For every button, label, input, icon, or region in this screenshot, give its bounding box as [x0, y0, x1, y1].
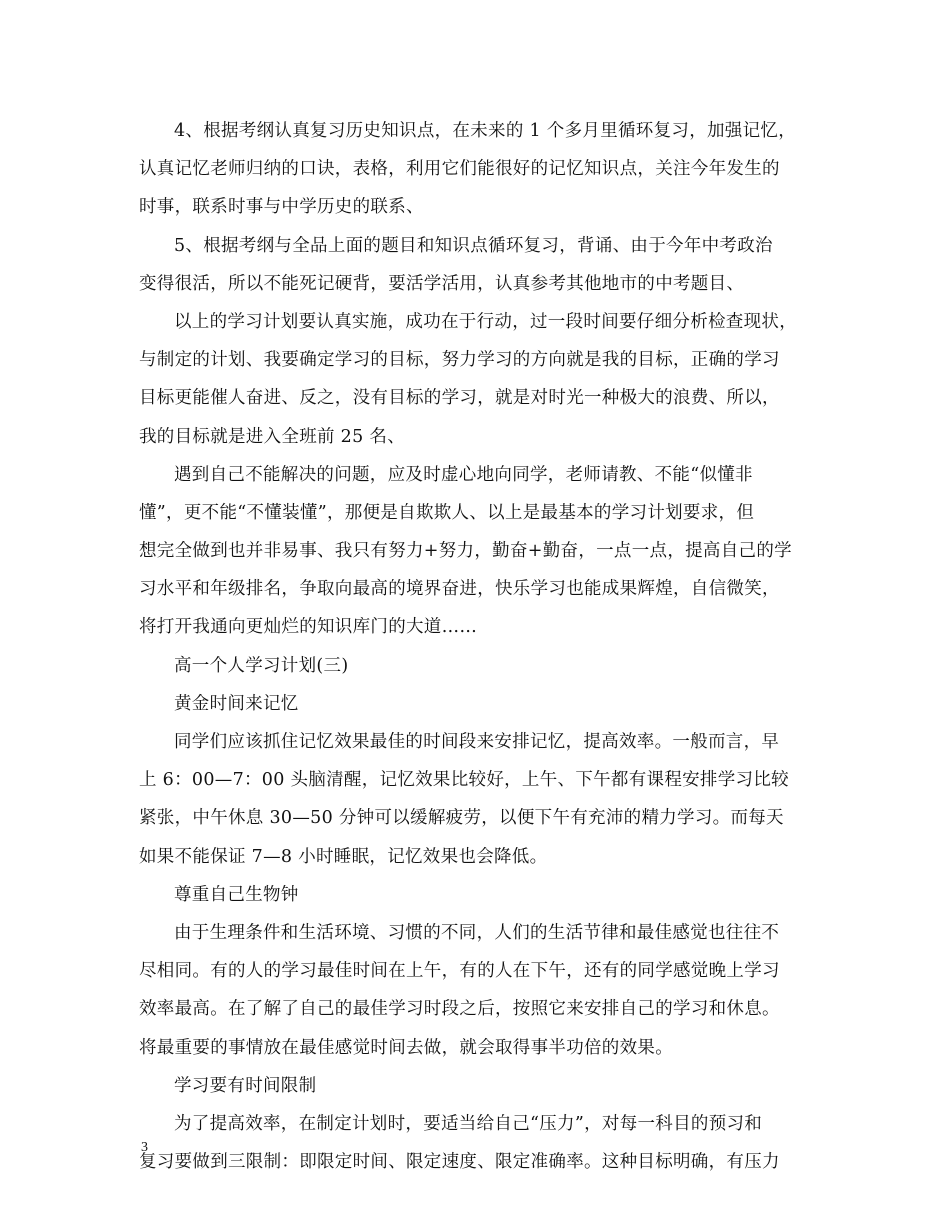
page-number: 3 [141, 1140, 148, 1155]
text-line: 懂”，更不能“不懂装懂”，那便是自欺欺人、以上是最基本的学习计划要求，但 [139, 502, 755, 523]
text-line: 变得很活，所以不能死记硬背，要活学活用，认真参考其他地市的中考题目、 [139, 273, 745, 294]
text-line: 尊重自己生物钟 [174, 884, 299, 905]
text-line: 将最重要的事情放在最佳感觉时间去做，就会取得事半功倍的效果。 [139, 1037, 673, 1058]
text-line: 与制定的计划、我要确定学习的目标，努力学习的方向就是我的目标，正确的学习 [139, 350, 780, 371]
text-line: 5、根据考纲与全品上面的题目和知识点循环复习，背诵、由于今年中考政治 [174, 235, 773, 256]
document-body [139, 112, 819, 1181]
text-line: 目标更能催人奋进、反之，没有目标的学习，就是对时光一种极大的浪费、所以， [139, 388, 780, 409]
text-line: 上 6：00—7：00 头脑清醒，记忆效果比较好，上午、下午都有课程安排学习比较 [139, 770, 789, 791]
text-line: 我的目标就是进入全班前 25 名、 [139, 426, 405, 447]
text-line: 想完全做到也并非易事、我只有努力+努力，勤奋+勤奋，一点一点，提高自己的学 [139, 541, 792, 562]
text-line: 时事，联系时事与中学历史的联系、 [139, 197, 424, 218]
text-line: 以上的学习计划要认真实施，成功在于行动，过一段时间要仔细分析检查现状， [174, 311, 797, 332]
text-line: 高一个人学习计划(三) [174, 655, 349, 676]
text-line: 习水平和年级排名，争取向最高的境界奋进，快乐学习也能成果辉煌，自信微笑， [139, 579, 780, 600]
text-line: 4、根据考纲认真复习历史知识点，在未来的 1 个多月里循环复习，加强记忆， [174, 121, 796, 141]
text-line: 认真记忆老师归纳的口诀，表格，利用它们能很好的记忆知识点，关注今年发生的 [139, 159, 780, 180]
text-line: 学习要有时间限制 [174, 1075, 317, 1096]
text-line: 黄金时间来记忆 [174, 693, 299, 714]
text-line: 将打开我通向更灿烂的知识库门的大道…… [139, 617, 478, 638]
text-line: 同学们应该抓住记忆效果最佳的时间段来安排记忆，提高效率。一般而言，早 [174, 732, 780, 752]
text-line: 复习要做到三限制：即限定时间、限定速度、限定准确率。这种目标明确，有压力 [139, 1152, 780, 1173]
text-line: 尽相同。有的人的学习最佳时间在上午，有的人在下午，还有的同学感觉晚上学习 [139, 961, 780, 982]
text-line: 如果不能保证 7—8 小时睡眠，记忆效果也会降低。 [139, 846, 548, 867]
text-line: 遇到自己不能解决的问题，应及时虚心地向同学，老师请教、不能“似懂非 [174, 464, 753, 485]
text-line: 由于生理条件和生活环境、习惯的不同，人们的生活节律和最佳感觉也往往不 [174, 922, 780, 943]
text-line: 为了提高效率，在制定计划时，要适当给自己“压力”，对每一科目的预习和 [174, 1113, 763, 1134]
text-line: 紧张，中午休息 30—50 分钟可以缓解疲劳，以便下午有充沛的精力学习。而每天 [139, 808, 784, 829]
text-line: 效率最高。在了解了自己的最佳学习时段之后，按照它来安排自己的学习和休息。 [139, 999, 780, 1020]
